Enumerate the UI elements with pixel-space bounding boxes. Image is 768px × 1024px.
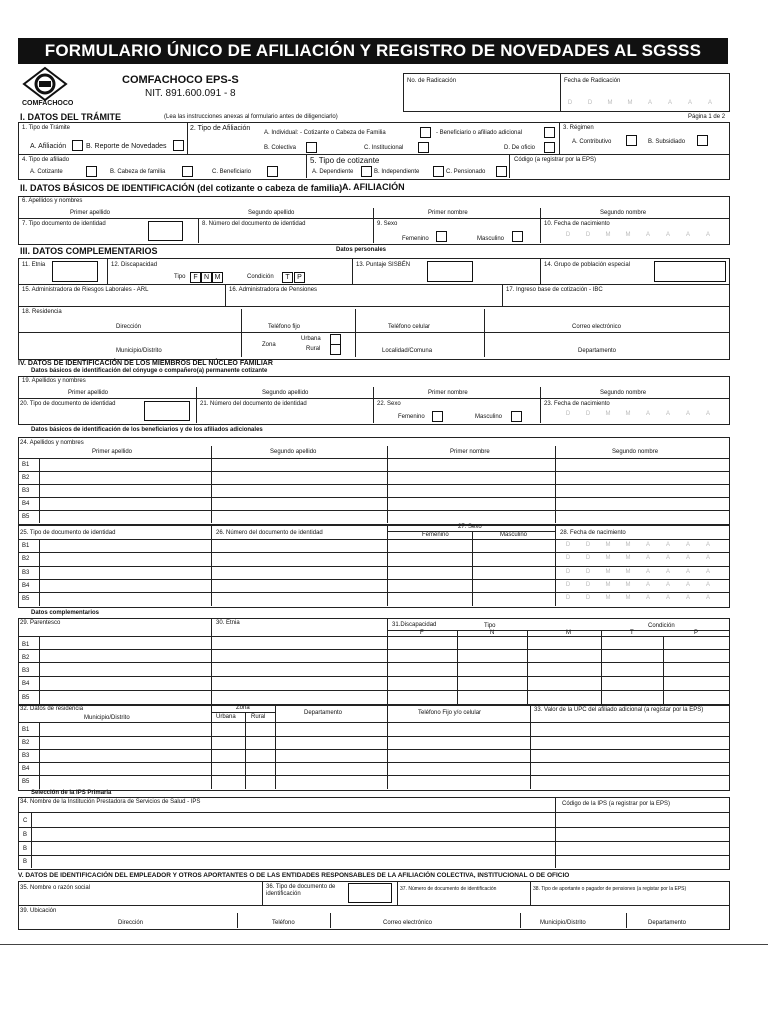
row-label-b4: B4 xyxy=(22,583,30,589)
beneficiario-adicional-label: - Beneficiario o afiliado adicional xyxy=(436,130,523,136)
row-label-b5: B5 xyxy=(22,596,30,602)
disc-p-label: P xyxy=(694,630,699,636)
logo-text: COMFACHOCO xyxy=(22,100,74,107)
disc-t-label: T xyxy=(630,630,634,636)
date-letter: D xyxy=(565,411,571,417)
date-letter: D xyxy=(585,595,591,601)
date-letter: M xyxy=(605,411,611,417)
date-letter: A xyxy=(645,569,650,575)
date-letter: A xyxy=(685,569,690,575)
tipo-doc-field[interactable] xyxy=(148,221,183,241)
codigo-eps-label: Código (a registrar por la EPS) xyxy=(514,157,597,163)
ips-row-label: B xyxy=(23,832,28,838)
masculino-22-checkbox[interactable] xyxy=(511,411,522,422)
date-letter: M xyxy=(625,595,631,601)
date-letter: A xyxy=(647,100,652,106)
birth-date-field[interactable] xyxy=(560,569,726,578)
segundo-nombre-19-label: Segundo nombre xyxy=(600,390,647,396)
upc-label: 33. Valor de la UPC del afiliado adicional (a registar por la EPS) xyxy=(534,707,704,713)
pensionado-checkbox[interactable] xyxy=(496,166,507,177)
rural-32-label: Rural xyxy=(251,714,266,720)
date-letter: M xyxy=(605,582,611,588)
apellidos-19-label: 19. Apellidos y nombres xyxy=(22,378,86,384)
row-label-b3: B3 xyxy=(22,488,30,494)
tipo-label: Tipo xyxy=(174,274,186,280)
date-letter: D xyxy=(585,411,591,417)
fecha-radicacion-field[interactable] xyxy=(562,100,728,110)
date-letter: D xyxy=(565,569,571,575)
date-letter: A xyxy=(645,595,650,601)
tipo-doc-20-field[interactable] xyxy=(144,401,190,421)
section-2-subheading: A. AFILIACIÓN xyxy=(342,182,405,192)
residencia-label: 18. Residencia xyxy=(22,309,62,315)
conyuge-heading: Datos básicos de identificación del cónyuge o compañero(a) permanente cotizante xyxy=(31,368,268,374)
date-letter: A xyxy=(665,232,670,238)
birth-date-field[interactable] xyxy=(560,555,726,564)
section-1-heading: I. DATOS DEL TRÁMITE xyxy=(20,112,122,122)
sexo-22-label: 22. Sexo xyxy=(377,401,401,407)
femenino-27-label: Femenino xyxy=(422,532,449,538)
date-letter: D xyxy=(565,582,571,588)
reporte-checkbox[interactable] xyxy=(173,140,184,151)
date-letter: D xyxy=(587,100,593,106)
disc-f-label: F xyxy=(420,630,424,636)
beneficiario-checkbox[interactable] xyxy=(267,166,278,177)
dependiente-label: A. Dependiente xyxy=(312,169,354,175)
num-doc-37-label: 37. Número de documento de identificación xyxy=(400,886,497,892)
tipo-afiliacion-label: 2. Tipo de Afiliación xyxy=(190,125,251,132)
eps-name: COMFACHOCO EPS-S xyxy=(122,74,239,86)
date-letter: A xyxy=(685,542,690,548)
primer-apellido-24-label: Primer apellido xyxy=(92,449,133,455)
date-letter: A xyxy=(665,569,670,575)
date-letter: D xyxy=(565,542,571,548)
date-letter: A xyxy=(645,411,650,417)
beneficiario-label: C. Beneficiario xyxy=(212,169,252,175)
row-label-b1: B1 xyxy=(22,543,30,549)
date-letter: M xyxy=(605,595,611,601)
row-label-b2: B2 xyxy=(22,740,30,746)
etnia-field[interactable] xyxy=(52,261,98,282)
cabeza-label: B. Cabeza de familia xyxy=(110,169,166,175)
num-doc-26-label: 26. Número del documento de identidad xyxy=(216,530,323,536)
rural-label: Rural xyxy=(306,346,321,352)
etnia-30-label: 30. Etnia xyxy=(216,620,240,626)
departamento-32-label: Departamento xyxy=(304,710,343,716)
institucional-checkbox[interactable] xyxy=(418,142,429,153)
date-letter: A xyxy=(667,100,672,106)
correo-label: Correo electrónico xyxy=(572,324,622,330)
row-label-b1: B1 xyxy=(22,642,30,648)
telefono-39-label: Teléfono xyxy=(272,920,295,926)
row-label-b3: B3 xyxy=(22,668,30,674)
tipo-doc-20-label: 20. Tipo de documento de identidad xyxy=(20,401,116,407)
row-label-b3: B3 xyxy=(22,753,30,759)
tipo-cotizante-label: 5. Tipo de cotizante xyxy=(310,156,380,165)
comfachoco-logo-icon xyxy=(22,66,68,102)
municipio-label: Municipio/Distrito xyxy=(116,348,162,354)
date-letter: D xyxy=(585,569,591,575)
tipo-31-label: Tipo xyxy=(484,623,496,629)
tipo-afiliado-label: 4. Tipo de afiliado xyxy=(22,157,70,163)
parentesco-label: 29. Parentesco xyxy=(20,620,61,626)
date-letter: D xyxy=(585,542,591,548)
date-letter: A xyxy=(685,555,690,561)
condicion-p-box[interactable]: P xyxy=(294,272,305,283)
subsidiado-checkbox[interactable] xyxy=(697,135,708,146)
date-letter: M xyxy=(607,100,613,106)
tipo-tramite-label: 1. Tipo de Trámite xyxy=(22,125,71,131)
contributivo-checkbox[interactable] xyxy=(626,135,637,146)
cabeza-checkbox[interactable] xyxy=(182,166,193,177)
segundo-apellido-24-label: Segundo apellido xyxy=(270,449,317,455)
ips-row-label: B xyxy=(23,846,28,852)
colectiva-checkbox[interactable] xyxy=(306,142,317,153)
date-letter: M xyxy=(625,569,631,575)
tipo-f-box[interactable]: F xyxy=(190,272,201,283)
date-letter: A xyxy=(685,411,690,417)
femenino-22-checkbox[interactable] xyxy=(432,411,443,422)
discapacidad-label: 12. Discapacidad xyxy=(111,262,158,268)
departamento-label: Departamento xyxy=(578,348,617,354)
direccion-label: Dirección xyxy=(116,324,142,330)
masculino-27-label: Masculino xyxy=(500,532,528,538)
tipo-doc-label: 7. Tipo documento de identidad xyxy=(22,221,106,227)
fecha-23-field[interactable] xyxy=(560,411,726,420)
masculino-checkbox[interactable] xyxy=(512,231,523,242)
femenino-label: Femenino xyxy=(402,236,429,242)
row-label-b1: B1 xyxy=(22,727,30,733)
segundo-nombre-label: Segundo nombre xyxy=(600,210,647,216)
date-letter: A xyxy=(685,582,690,588)
date-letter: M xyxy=(605,569,611,575)
datos-personales-label: Datos personales xyxy=(336,247,387,253)
row-label-b1: B1 xyxy=(22,462,30,468)
complementarios-heading: Datos complementarios xyxy=(31,610,100,616)
localidad-label: Localidad/Comuna xyxy=(382,348,433,354)
beneficiarios-heading: Datos básicos de identificación de los beneficiarios y de los afiliados adicionales xyxy=(31,427,263,433)
date-letter: A xyxy=(685,595,690,601)
femenino-checkbox[interactable] xyxy=(436,231,447,242)
tipo-m-box[interactable]: M xyxy=(212,272,223,283)
num-doc-21-label: 21. Número del documento de identidad xyxy=(200,401,307,407)
date-letter: A xyxy=(665,542,670,548)
date-letter: A xyxy=(645,582,650,588)
date-letter: A xyxy=(645,555,650,561)
row-label-b4: B4 xyxy=(22,766,30,772)
institucional-label: C. Institucional xyxy=(364,145,404,151)
ubicacion-label: 39. Ubicación xyxy=(20,908,57,914)
oficio-checkbox[interactable] xyxy=(544,142,555,153)
segundo-apellido-label: Segundo apellido xyxy=(248,210,295,216)
date-letter: M xyxy=(625,542,631,548)
correo-39-label: Correo electrónico xyxy=(383,920,433,926)
date-letter: A xyxy=(705,582,710,588)
condicion-label: Condición xyxy=(247,274,274,280)
date-letter: A xyxy=(687,100,692,106)
sisben-label: 13. Puntaje SISBÉN xyxy=(356,262,411,268)
primer-nombre-19-label: Primer nombre xyxy=(428,390,468,396)
cotizante-label: A. Cotizante xyxy=(30,169,63,175)
tipo-aportante-label: 38. Tipo de aportante o pagador de pensiones (a registar por la EPS) xyxy=(533,886,687,892)
residencia-32-label: 32. Datos de residencia xyxy=(20,706,84,712)
individual-label: A. Individual: - Cotizante o Cabeza de Familia xyxy=(264,130,386,136)
nombre-35-label: 35. Nombre o razón social xyxy=(20,885,91,891)
beneficiario-adicional-checkbox[interactable] xyxy=(544,127,555,138)
ips-row-label: B xyxy=(23,859,28,865)
row-label-b5: B5 xyxy=(22,514,30,520)
date-letter: A xyxy=(685,232,690,238)
apellidos-24-label: 24. Apellidos y nombres xyxy=(20,440,84,446)
independiente-checkbox[interactable] xyxy=(433,166,444,177)
oficio-label: D. De oficio xyxy=(504,145,536,151)
segundo-nombre-24-label: Segundo nombre xyxy=(612,449,659,455)
disc-m-label: M xyxy=(566,630,571,636)
date-letter: D xyxy=(585,582,591,588)
section-3-heading: III. DATOS COMPLEMENTARIOS xyxy=(20,246,158,256)
subsidiado-label: B. Subsidiado xyxy=(648,139,686,145)
tipo-doc-36-label: 36. Tipo de documento de identificación xyxy=(266,884,336,897)
dependiente-checkbox[interactable] xyxy=(361,166,372,177)
row-label-b5: B5 xyxy=(22,695,30,701)
date-letter: A xyxy=(665,595,670,601)
section-2-heading: II. DATOS BÁSICOS DE IDENTIFICACIÓN (del cotizante o cabeza de familia) xyxy=(20,183,343,193)
date-letter: M xyxy=(627,100,633,106)
date-letter: A xyxy=(707,100,712,106)
fecha-nac-field[interactable] xyxy=(560,232,726,241)
primer-nombre-24-label: Primer nombre xyxy=(450,449,490,455)
independiente-label: B. Independiente xyxy=(374,169,420,175)
disc-n-label: N xyxy=(490,630,495,636)
row-label-b4: B4 xyxy=(22,681,30,687)
form-title: FORMULARIO ÚNICO DE AFILIACIÓN Y REGISTRO DE NOVEDADES AL SGSSS xyxy=(18,38,728,64)
date-letter: A xyxy=(705,569,710,575)
grupo-label: 14. Grupo de población especial xyxy=(544,262,631,268)
afiliacion-checkbox[interactable] xyxy=(72,140,83,151)
date-letter: M xyxy=(625,232,631,238)
rural-checkbox[interactable] xyxy=(330,344,341,355)
contributivo-label: A. Contributivo xyxy=(572,139,612,145)
date-letter: D xyxy=(585,555,591,561)
section-5-heading: V. DATOS DE IDENTIFICACIÓN DEL EMPLEADOR Y OTROS APORTANTES O DE LAS ENTIDADES RESPONSABLES DE LA AFILIACIÓN COLECTIVA, INSTITUCIONAL O DE OFICIO xyxy=(18,872,570,879)
eps-nit: NIT. 891.600.091 - 8 xyxy=(145,88,236,99)
date-letter: M xyxy=(605,555,611,561)
etnia-label: 11. Etnia xyxy=(22,262,46,268)
municipio-32-label: Municipio/Distrito xyxy=(84,715,130,721)
fecha-nac-label: 10. Fecha de nacimiento xyxy=(544,221,610,227)
fecha-28-label: 28. Fecha de nacimiento xyxy=(560,530,626,536)
date-letter: M xyxy=(605,542,611,548)
sexo-27-label: 27. Sexo xyxy=(458,524,482,530)
row-label-b5: B5 xyxy=(22,779,30,785)
row-label-b4: B4 xyxy=(22,501,30,507)
masculino-22-label: Masculino xyxy=(475,414,503,420)
date-letter: M xyxy=(605,232,611,238)
pensiones-label: 16. Administradora de Pensiones xyxy=(229,287,318,293)
date-letter: A xyxy=(645,542,650,548)
pensionado-label: C. Pensionado xyxy=(446,169,486,175)
page-number: Página 1 de 2 xyxy=(688,114,726,120)
colectiva-label: B. Colectiva xyxy=(264,145,297,151)
ips-row-label: C xyxy=(23,818,28,824)
date-letter: A xyxy=(705,411,710,417)
tipo-n-box[interactable]: N xyxy=(201,272,212,283)
primer-apellido-label: Primer apellido xyxy=(70,210,111,216)
date-letter: A xyxy=(645,232,650,238)
date-letter: M xyxy=(625,411,631,417)
ips-label: 34. Nombre de la Institución Prestadora de Servicios de Salud - IPS xyxy=(20,799,201,805)
row-label-b2: B2 xyxy=(22,556,30,562)
birth-date-field[interactable] xyxy=(560,595,726,604)
row-label-b2: B2 xyxy=(22,475,30,481)
grupo-field[interactable] xyxy=(654,261,726,282)
codigo-ips-label: Código de la IPS (a registrar por la EPS) xyxy=(562,801,671,807)
date-letter: M xyxy=(625,582,631,588)
regimen-label: 3. Régimen xyxy=(563,125,594,131)
birth-date-field[interactable] xyxy=(560,582,726,591)
row-label-b3: B3 xyxy=(22,570,30,576)
direccion-39-label: Dirección xyxy=(118,920,144,926)
date-letter: A xyxy=(665,582,670,588)
primer-apellido-19-label: Primer apellido xyxy=(68,390,109,396)
date-letter: A xyxy=(705,542,710,548)
urbana-32-label: Urbana xyxy=(216,714,236,720)
logo xyxy=(22,66,74,108)
fecha-radicacion-label: Fecha de Radicación xyxy=(564,78,621,84)
date-letter: D xyxy=(565,595,571,601)
femenino-22-label: Femenino xyxy=(398,414,425,420)
date-letter: A xyxy=(705,555,710,561)
reporte-label: B. Reporte de Novedades xyxy=(86,143,167,150)
tipo-doc-36-field[interactable] xyxy=(348,883,392,903)
sisben-field[interactable] xyxy=(427,261,473,282)
telefono-32-label: Teléfono Fijo y/o celular xyxy=(418,710,482,716)
date-letter: D xyxy=(565,555,571,561)
departamento-39-label: Departamento xyxy=(648,920,687,926)
condicion-31-label: Condición xyxy=(648,623,675,629)
individual-checkbox[interactable] xyxy=(420,127,431,138)
section-1-note: (Lea las instrucciones anexas al formulario antes de diligenciarlo) xyxy=(164,114,338,120)
zona-label: Zona xyxy=(262,342,276,348)
segundo-apellido-19-label: Segundo apellido xyxy=(262,390,309,396)
date-letter: D xyxy=(567,100,573,106)
date-letter: D xyxy=(585,232,591,238)
masculino-label: Masculino xyxy=(477,236,505,242)
discapacidad-31-label: 31.Discapacidad xyxy=(392,622,437,628)
urbana-label: Urbana xyxy=(301,336,321,342)
tel-cel-label: Teléfono celular xyxy=(388,324,431,330)
radicacion-label: No. de Radicación xyxy=(407,78,457,84)
sexo-label: 9. Sexo xyxy=(377,221,398,227)
apellidos-label: 6. Apellidos y nombres xyxy=(22,198,83,204)
fecha-23-label: 23. Fecha de nacimiento xyxy=(544,401,610,407)
date-letter: D xyxy=(565,232,571,238)
row-label-b2: B2 xyxy=(22,655,30,661)
birth-date-field[interactable] xyxy=(560,542,726,551)
date-letter: A xyxy=(705,232,710,238)
section-4-heading: IV. DATOS DE IDENTIFICACIÓN DE LOS MIEMBROS DEL NÚCLEO FAMILIAR xyxy=(18,360,273,367)
primer-nombre-label: Primer nombre xyxy=(428,210,468,216)
ibc-label: 17. Ingreso base de cotización - IBC xyxy=(506,287,603,293)
ips-heading: Selección de la IPS Primaria xyxy=(31,790,112,796)
zona-32-label: Zona xyxy=(236,705,250,711)
num-doc-label: 8. Número del documento de identidad xyxy=(202,221,306,227)
tipo-doc-25-label: 25. Tipo de documento de identidad xyxy=(20,530,116,536)
tel-fijo-label: Teléfono fijo xyxy=(268,324,301,330)
date-letter: A xyxy=(665,555,670,561)
date-letter: M xyxy=(625,555,631,561)
date-letter: A xyxy=(665,411,670,417)
condicion-t-box[interactable]: T xyxy=(282,272,293,283)
municipio-39-label: Municipio/Distrito xyxy=(540,920,586,926)
date-letter: A xyxy=(705,595,710,601)
afiliacion-label: A. Afiliación xyxy=(30,143,67,150)
cotizante-checkbox[interactable] xyxy=(86,166,97,177)
arl-label: 15. Administradora de Riesgos Laborales - ARL xyxy=(22,287,149,293)
